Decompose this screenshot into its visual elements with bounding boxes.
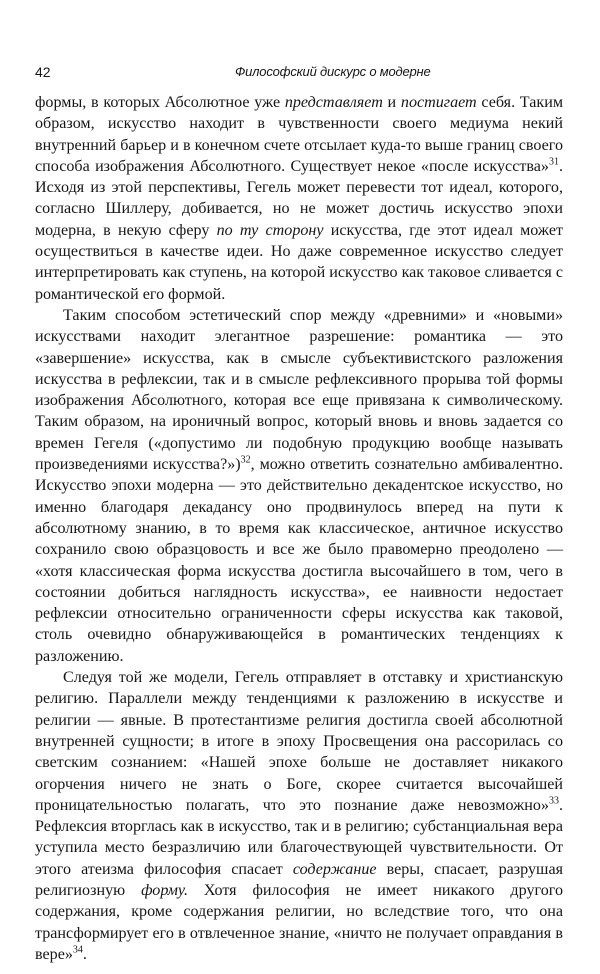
footnote-marker: 33 [548, 795, 559, 807]
footnote-marker: 31 [548, 156, 559, 168]
footnote-marker: 34 [72, 944, 83, 956]
paragraph [35, 92, 563, 305]
text-run: искусства, где этот идеал может осуществиться в качестве идеи. Но даже современное искусство следует интерпретировать как ступень, на которой искусство как таковое сливается с романтической его формой. [35, 221, 564, 303]
text-run: формы, в которых Абсолютное уже [35, 94, 285, 111]
text-run: . Исходя из этой перспективы, Гегель может перевести тот идеал, которого, согласно Шиллеру, добивается, но не может достичь искусство эпохи модерна, в некую сферу [35, 157, 563, 239]
italic-emphasis: по ту сторону [216, 221, 324, 239]
footnote-marker: 32 [240, 454, 251, 466]
page-number: 42 [35, 64, 51, 80]
italic-emphasis: представляет [284, 94, 383, 111]
text-run: , можно ответить сознательно амбивалентно. Искусство эпохи модерна — это действительно декадентское искусство, но именно благодаря декадансу оно продвинулось вперед на пути к абсолютному знанию, в то время как классическое, античное искусство сохранило свою образцовость и все же было правомерно преодолено — «хотя классическая форма искусства достигла высочайшего в том, чего в состоянии добиться наглядность искусства», ее наивности недостает рефлексии относительно ограниченности сферы искусства как таковой, столь очевидно обнаруживающейся в романтических тенденциях к разложению. [35, 456, 563, 665]
text-run: себя. Таким образом, искусство находит в чувственности своего медиума некий внутренний барьер и в конечном счете отсылает куда-то выше границ своего способа изображения Абсолютного. Существует некое «после искусства» [35, 94, 563, 175]
running-title: Философский дискурс о модерне [235, 64, 431, 79]
text-run: . Рефлексия вторглась как в искусство, так и в религию; субстанциальная вера уступила место безразличию или благочествующей чувствительности. От этого атеизма философия спасает [35, 796, 563, 878]
text-run: Таким способом эстетический спор между «древними» и «новыми» искусствами находит элегантное разрешение: романтика — это «завершение» искусства, как в смысле субъективистского разложения искусства в рефлексии, так и в смысле рефлексивного прорыва той формы изображения Абсолютного, которая все еще привязана к символическому. Таким образом, на ироничный вопрос, который вновь и вновь задается со времен Гегеля («допустимо ли подобную продукцию вообще называть произведениями искусства?») [35, 306, 563, 474]
text-run: Следуя той же модели, Гегель отправляет в отставку и христианскую религию. Параллели между тенденциями к разложению в искусстве и религии — явные. В протестантизме религия достигла своей абсолютной внутренней сущности; в итоге в эпоху Просвещения она рассорилась со светским сознанием: «Нашей эпохе больше не доставляет никакого огорчения ничего не знать о Боге, скорее считается высочайшей проницательностью полагать, что это познание даже невозможно» [35, 669, 563, 814]
text-run: . [82, 945, 87, 963]
text-run: веры, спасает, разрушая религиозную [35, 860, 563, 899]
paragraph [35, 305, 563, 667]
text-run: и [382, 94, 401, 111]
italic-emphasis: постигает [400, 94, 477, 111]
paragraph [35, 667, 563, 965]
italic-emphasis: содержание [292, 860, 377, 878]
body-text [35, 92, 563, 965]
italic-emphasis: форму. [141, 881, 188, 899]
text-run: Хотя философия не имеет никакого другого содержания, кроме содержания религии, но вследствие того, что она трансформирует его в отвлеченное знание, «ничто не получает оправдания в вере» [35, 881, 563, 963]
page-header [35, 64, 563, 84]
